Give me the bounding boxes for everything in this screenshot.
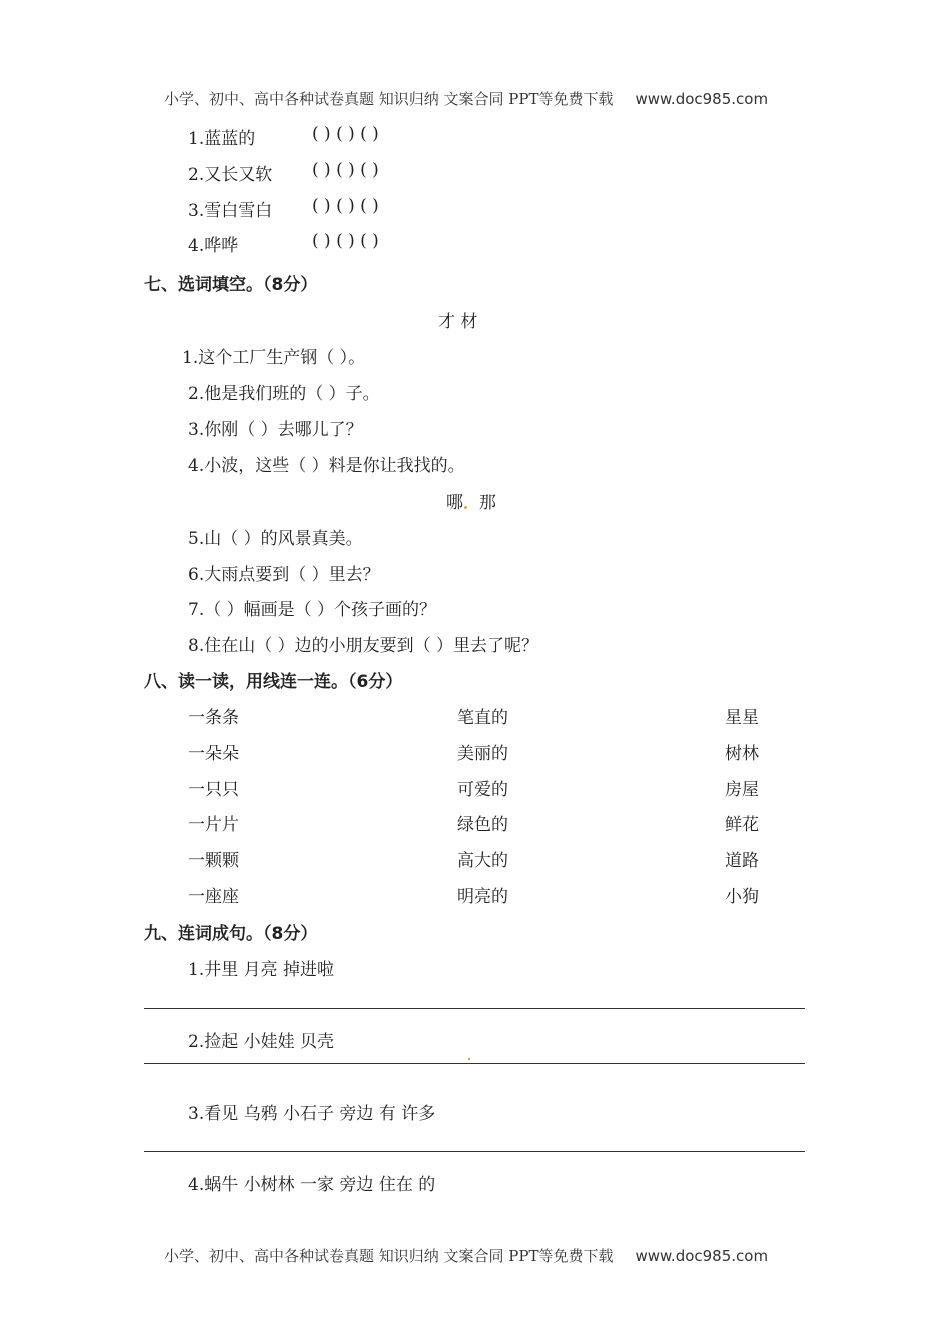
- section-7-title: 七、选词填空。（8分）: [144, 275, 318, 295]
- match-left: 一颗颗: [188, 851, 239, 871]
- word-na4: 那: [478, 493, 496, 513]
- match-right: 鲜花: [725, 815, 759, 835]
- s7-item-1: 1.这个工厂生产钢（ ）。: [182, 348, 366, 368]
- s9-item-2: 2.捡起 小娃娃 贝壳: [188, 1032, 335, 1052]
- match-mid: 绿色的: [457, 815, 508, 835]
- header-text: 小学、初中、高中各种试卷真题 知识归纳 文案合同 PPT等免费下载: [164, 90, 614, 108]
- match-mid: 笔直的: [457, 708, 508, 728]
- answer-line: [144, 1063, 805, 1064]
- dot-mark: [468, 1058, 470, 1060]
- s6-row-4: [188, 231, 238, 256]
- s7-item-2: 2.他是我们班的（ ）子。: [188, 384, 380, 404]
- match-left: 一朵朵: [188, 744, 239, 764]
- match-right: 房屋: [725, 780, 759, 800]
- match-left: 一只只: [188, 780, 239, 800]
- section-8-title: 八、读一读，用线连一连。（6分）: [144, 672, 403, 692]
- s6-row-2: [188, 160, 272, 185]
- section-9-title: 九、连词成句。（8分）: [144, 924, 318, 944]
- word-na3: 哪: [446, 493, 463, 513]
- match-left: 一座座: [188, 887, 239, 907]
- dot-mark: [464, 506, 467, 509]
- match-left: 一条条: [188, 708, 239, 728]
- answer-line: [144, 1151, 805, 1152]
- footer-text: 小学、初中、高中各种试卷真题 知识归纳 文案合同 PPT等免费下载: [164, 1247, 614, 1265]
- s7-item-3: 3.你刚（ ）去哪儿了？: [188, 420, 363, 440]
- s7-item-5: 5.山（ ）的风景真美。: [188, 529, 363, 549]
- s6-row-2-blanks: ( ) ( ) ( ): [312, 160, 379, 180]
- s7-item-4: 4.小波，这些（ ）料是你让我找的。: [188, 456, 465, 476]
- word-choice-2: [446, 488, 496, 513]
- s6-row-1-blanks: ( ) ( ) ( ): [312, 124, 379, 144]
- match-left: 一片片: [188, 815, 239, 835]
- match-right: 小狗: [725, 887, 759, 907]
- footer-url[interactable]: www.doc985.com: [635, 1247, 769, 1265]
- s9-item-4: 4.蜗牛 小树林 一家 旁边 住在 的: [188, 1175, 436, 1195]
- s7-item-6: 6.大雨点要到（ ）里去？: [188, 565, 380, 585]
- match-mid: 高大的: [457, 851, 508, 871]
- word-choice-1: 才 材: [438, 312, 478, 332]
- s6-row-4-blanks: ( ) ( ) ( ): [312, 231, 379, 251]
- s9-item-1: 1.井里 月亮 掉进啦: [188, 960, 335, 980]
- s6-row-3: [188, 196, 272, 221]
- match-right: 星星: [725, 708, 759, 728]
- s6-row-3-blanks: ( ) ( ) ( ): [312, 196, 379, 216]
- match-mid: 明亮的: [457, 887, 508, 907]
- s6-row-label: 3.雪白雪白: [188, 201, 273, 221]
- s6-row-1: [188, 124, 255, 149]
- s6-row-label: 2.又长又软: [188, 165, 273, 185]
- match-right: 树林: [725, 744, 759, 764]
- s6-row-label: 1.蓝蓝的: [188, 129, 256, 149]
- match-mid: 美丽的: [457, 744, 508, 764]
- s7-item-8: 8.住在山（ ）边的小朋友要到（ ）里去了呢？: [188, 636, 539, 656]
- header-url[interactable]: www.doc985.com: [635, 90, 769, 108]
- match-right: 道路: [725, 851, 759, 871]
- page-footer: [164, 1245, 768, 1266]
- match-mid: 可爱的: [457, 780, 508, 800]
- s6-row-label: 4.哗哗: [188, 236, 239, 256]
- s9-item-3: 3.看见 乌鸦 小石子 旁边 有 许多: [188, 1104, 436, 1124]
- s7-item-7: 7.（ ）幅画是（ ）个孩子画的？: [188, 600, 437, 620]
- page-header: [164, 88, 768, 109]
- answer-line: [144, 1008, 805, 1009]
